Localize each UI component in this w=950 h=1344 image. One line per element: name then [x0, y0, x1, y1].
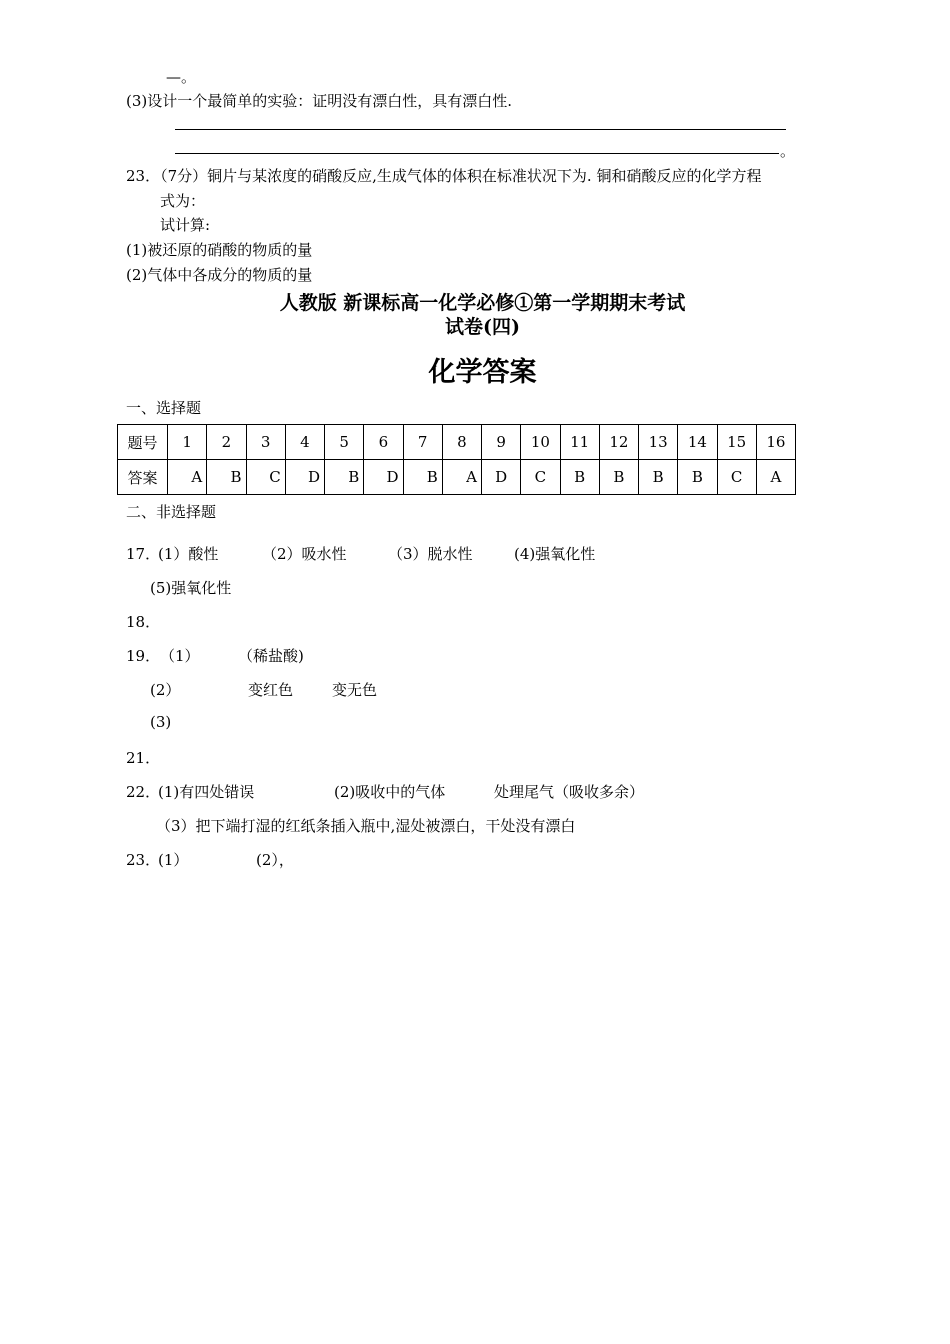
answer-23-number: 23．	[126, 851, 161, 869]
table-cell-answer: B	[599, 460, 638, 495]
answer-17-part3: （3）脱水性	[388, 545, 473, 563]
table-cell-number: 10	[521, 425, 560, 460]
table-cell-answer: D	[364, 460, 403, 495]
q23-line4: (1)被还原的硝酸的物质的量	[126, 241, 313, 259]
table-row-answers	[118, 460, 796, 495]
table-cell-answer: B	[678, 460, 717, 495]
answer-21-number: 21．	[126, 749, 161, 767]
table-cell-number: 16	[756, 425, 795, 460]
answer-22-part2b: 处理尾气（吸收多余）	[494, 783, 645, 801]
answer-17-part2: （2）吸水性	[262, 545, 347, 563]
table-cell-number: 14	[678, 425, 717, 460]
answer-22-part2: (2)吸收中的气体	[334, 783, 446, 801]
exam-title-line1: 人教版 新课标高一化学必修①第一学期期末考试	[279, 292, 686, 314]
answer-17-part1: (1）酸性	[158, 545, 219, 563]
answer-title: 化学答案	[428, 357, 537, 388]
table-cell-answer: A	[168, 460, 207, 495]
answer-22-part1: (1)有四处错误	[158, 783, 255, 801]
table-cell-number: 8	[442, 425, 481, 460]
table-cell-number: 6	[364, 425, 403, 460]
table-cell-number: 7	[403, 425, 442, 460]
answer-22-number: 22．	[126, 783, 161, 801]
table-cell-number: 15	[717, 425, 756, 460]
table-cell-number: 12	[599, 425, 638, 460]
table-cell-number: 9	[482, 425, 521, 460]
q23-line1: 23．（7分）铜片与某浓度的硝酸反应,生成气体的体积在标准状况下为. 铜和硝酸反应的化学方程	[126, 167, 762, 185]
answer-19-number: 19．	[126, 647, 161, 665]
answer-17-part4: (4)强氧化性	[514, 545, 596, 563]
table-cell-answer: C	[717, 460, 756, 495]
table-cell-number: 1	[168, 425, 207, 460]
answer-table	[117, 424, 796, 495]
table-header-answer: 答案	[118, 460, 168, 495]
q23-line5: (2)气体中各成分的物质的量	[126, 266, 313, 284]
q23-line2: 式为：	[160, 192, 206, 210]
table-cell-answer: B	[325, 460, 364, 495]
q23-line3: 试计算:	[160, 216, 211, 234]
answer-line-1	[175, 129, 786, 130]
section-choice-label: 一、选择题	[126, 399, 202, 417]
table-cell-answer: B	[639, 460, 678, 495]
answer-17-number: 17．	[126, 545, 161, 563]
table-cell-number: 3	[246, 425, 285, 460]
answer-23-part2: (2），	[256, 851, 294, 869]
answer-18-number: 18．	[126, 613, 161, 631]
answer-19-part3: (3)	[150, 713, 172, 731]
answer-19-part2: (2）	[150, 681, 181, 699]
table-cell-number: 4	[285, 425, 324, 460]
table-cell-answer: C	[246, 460, 285, 495]
answer-line-end: 。	[780, 142, 796, 160]
table-cell-number: 11	[560, 425, 599, 460]
section-nonchoice-label: 二、非选择题	[126, 503, 217, 521]
answer-22-part3: （3）把下端打湿的红纸条插入瓶中,湿处被漂白，干处没有漂白	[156, 817, 576, 835]
table-cell-number: 5	[325, 425, 364, 460]
table-cell-answer: C	[521, 460, 560, 495]
table-cell-answer: B	[560, 460, 599, 495]
table-cell-answer: A	[756, 460, 795, 495]
answer-23-part1: (1）	[158, 851, 189, 869]
table-header-number: 题号	[118, 425, 168, 460]
answer-17-part5: (5)强氧化性	[150, 579, 232, 597]
answer-19-part2c: 变无色	[332, 681, 378, 699]
q3-text: (3)设计一个最简单的实验：证明没有漂白性，具有漂白性.	[126, 92, 513, 110]
table-cell-answer: B	[207, 460, 246, 495]
answer-19-part2b: 变红色	[248, 681, 294, 699]
table-cell-answer: A	[442, 460, 481, 495]
table-cell-answer: D	[285, 460, 324, 495]
table-row-numbers	[118, 425, 796, 460]
table-cell-number: 2	[207, 425, 246, 460]
exam-title-line2: 试卷(四)	[445, 316, 520, 338]
table-cell-number: 13	[639, 425, 678, 460]
answer-19-part1: （1）	[160, 647, 200, 665]
answer-19-part1b: （稀盐酸)	[238, 647, 304, 665]
answer-line-2	[175, 153, 779, 154]
table-cell-answer: B	[403, 460, 442, 495]
dash-line-text: —。	[166, 68, 197, 86]
table-cell-answer: D	[482, 460, 521, 495]
